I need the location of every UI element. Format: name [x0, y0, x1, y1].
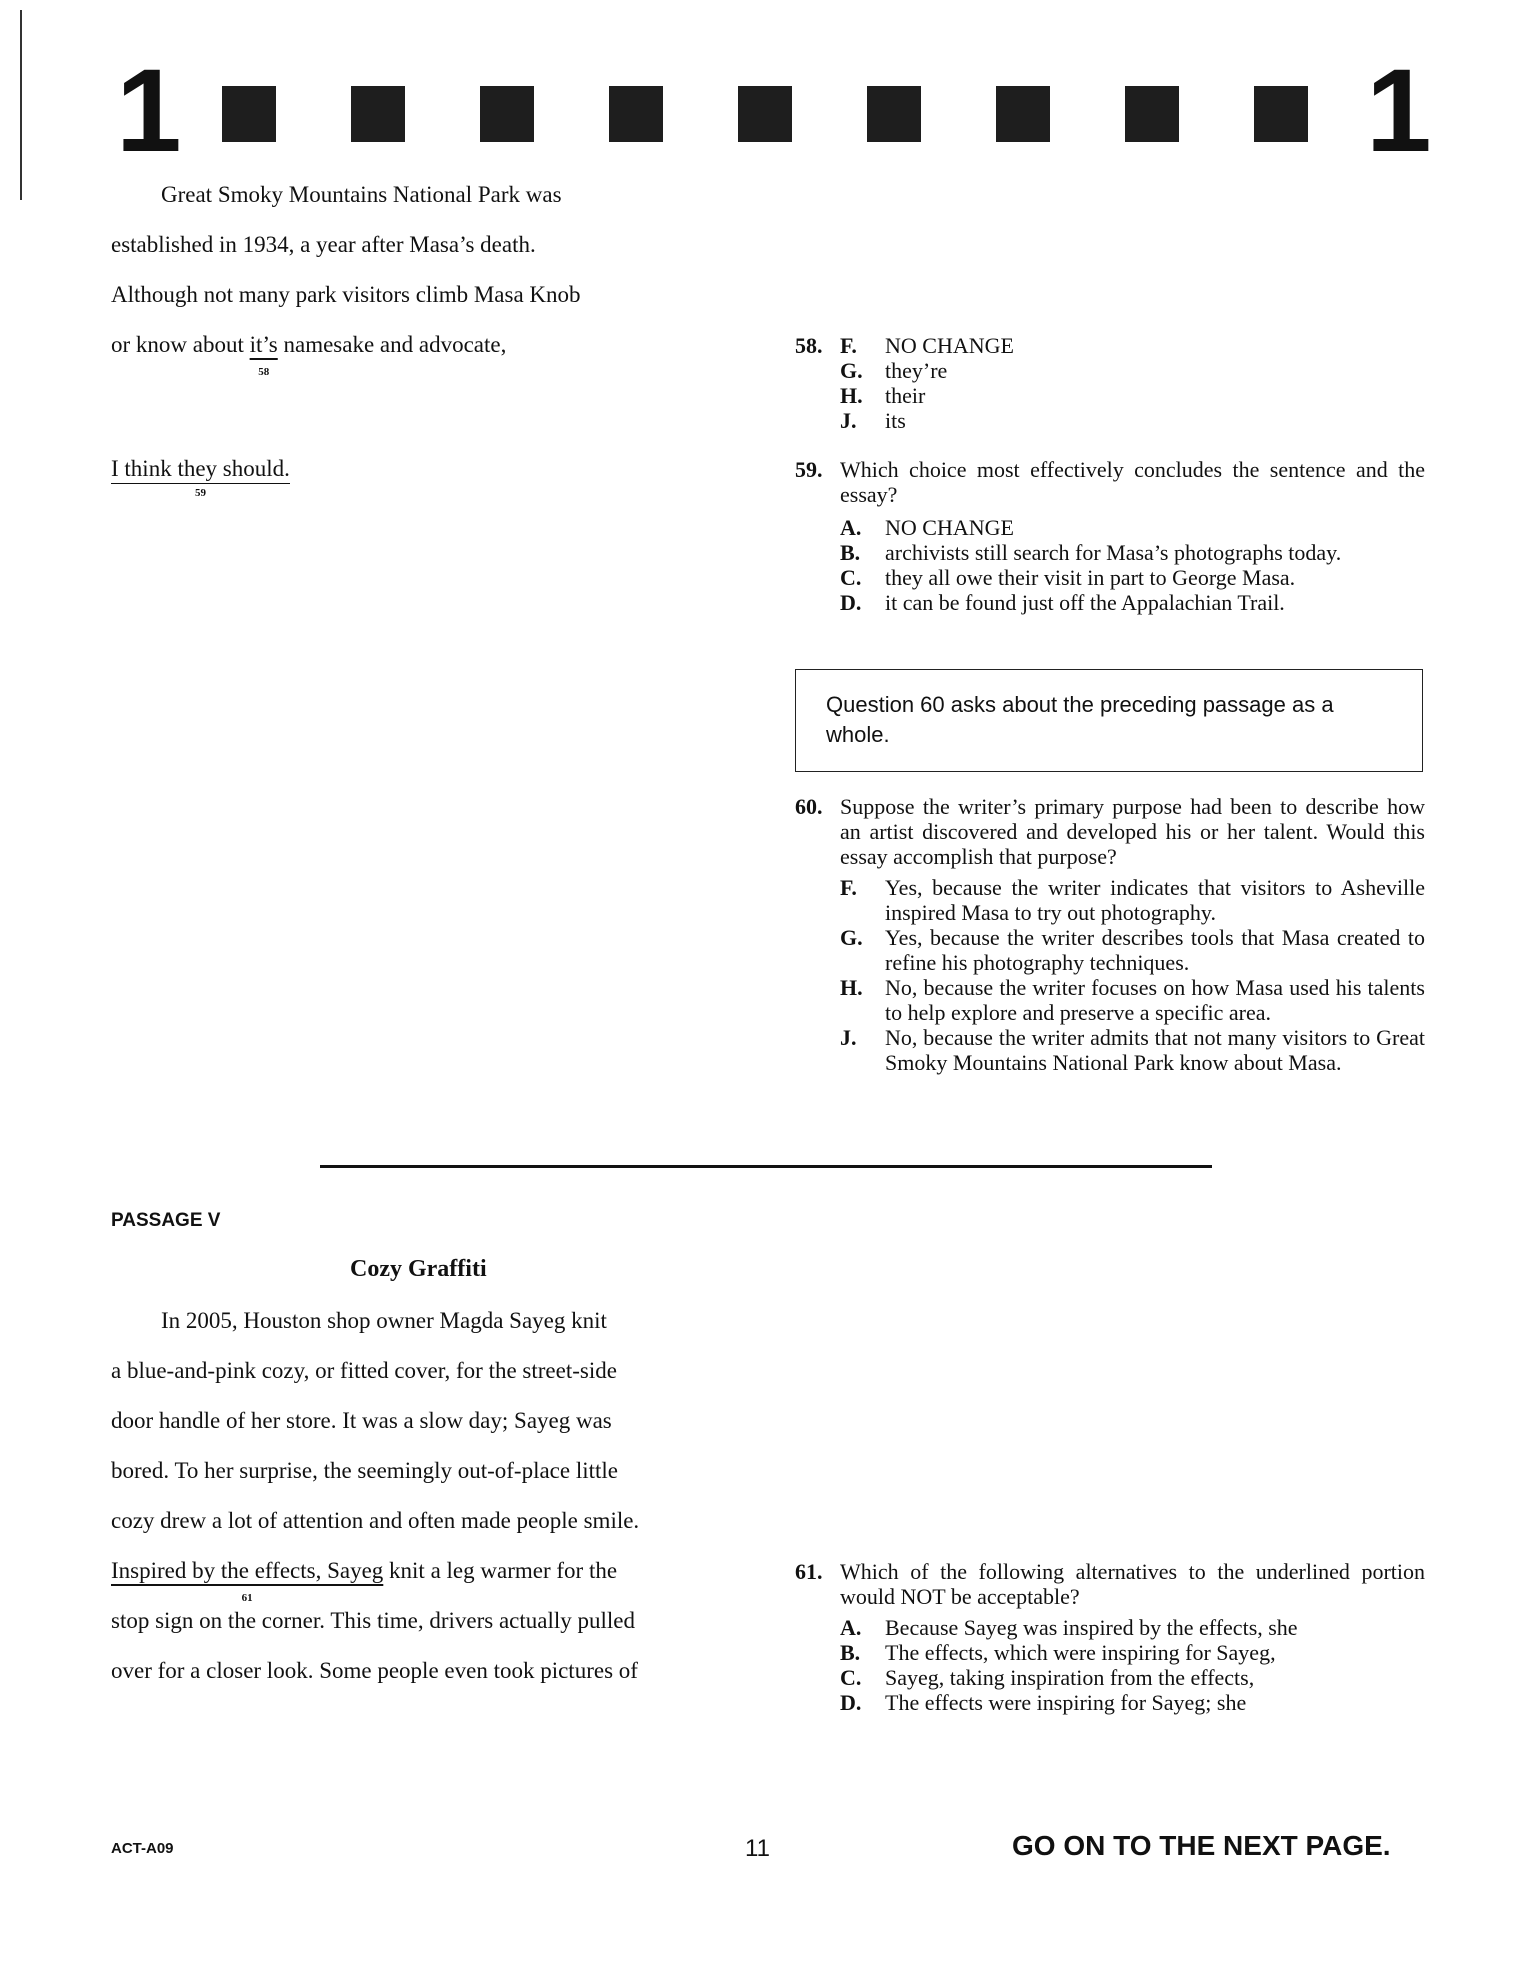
- passage-line: In 2005, Houston shop owner Magda Sayeg knit: [161, 1308, 607, 1333]
- passage-title: Cozy Graffiti: [350, 1256, 487, 1282]
- option-letter: A.: [840, 1615, 862, 1640]
- header-square: [480, 86, 534, 142]
- answer-option[interactable]: [840, 975, 1425, 1025]
- question-59: [795, 457, 1425, 615]
- scan-margin-line: [20, 10, 22, 200]
- passage-text: namesake and advocate,: [277, 332, 507, 357]
- answer-option[interactable]: [840, 875, 1425, 925]
- header-square: [996, 86, 1050, 142]
- option-letter: C.: [840, 565, 862, 590]
- passage-line: a blue-and-pink cozy, or fitted cover, for the street-side: [111, 1358, 617, 1383]
- passage-line: [111, 320, 731, 378]
- answer-option[interactable]: [840, 1690, 1425, 1715]
- option-text: its: [885, 408, 906, 433]
- option-text: they all owe their visit in part to George Masa.: [885, 565, 1296, 590]
- question-number: 61.: [795, 1559, 823, 1584]
- passage-line: [111, 1546, 731, 1604]
- underlined-text: it’s: [249, 332, 278, 357]
- answer-option[interactable]: [840, 408, 1425, 433]
- header-square: [867, 86, 921, 142]
- answer-option[interactable]: [840, 590, 1425, 615]
- answer-option[interactable]: [840, 540, 1425, 565]
- passage-line: over for a closer look. Some people even took pictures of: [111, 1658, 638, 1683]
- passage-iv-text: [111, 170, 731, 378]
- option-letter: B.: [840, 1640, 861, 1665]
- option-text: NO CHANGE: [885, 515, 1014, 540]
- question-ref-58: 58: [258, 366, 270, 378]
- section-number-right: 1: [1366, 45, 1430, 177]
- option-letter: D.: [840, 590, 862, 615]
- question-stem: Which choice most effectively concludes the sentence and the essay?: [840, 457, 1425, 507]
- option-text: No, because the writer admits that not many visitors to Great Smoky Mountains National Park know about Masa.: [885, 1025, 1425, 1075]
- answer-option[interactable]: [840, 1640, 1425, 1665]
- option-text: The effects were inspiring for Sayeg; she: [885, 1690, 1247, 1715]
- passage-label: PASSAGE V: [111, 1210, 221, 1231]
- passage-line: bored. To her surprise, the seemingly out-of-place little: [111, 1458, 619, 1483]
- passage-line: stop sign on the corner. This time, drivers actually pulled: [111, 1608, 636, 1633]
- option-text: their: [885, 383, 926, 408]
- option-letter: F.: [840, 333, 857, 358]
- page-number: 11: [745, 1835, 770, 1862]
- form-code: ACT-A09: [111, 1840, 174, 1857]
- option-letter: A.: [840, 515, 862, 540]
- question-number: 60.: [795, 794, 823, 819]
- answer-option[interactable]: [840, 333, 1425, 358]
- passage-v-text: [111, 1296, 731, 1696]
- header-square: [1125, 86, 1179, 142]
- question-number: 59.: [795, 457, 823, 482]
- option-letter: G.: [840, 358, 863, 383]
- answer-option[interactable]: [840, 565, 1425, 590]
- answer-option[interactable]: [840, 1665, 1425, 1690]
- option-letter: C.: [840, 1665, 862, 1690]
- answer-option[interactable]: [840, 925, 1425, 975]
- option-text: Yes, because the writer describes tools that Masa created to refine his photography techniques.: [885, 925, 1425, 975]
- header-square: [351, 86, 405, 142]
- option-text: they’re: [885, 358, 948, 383]
- option-letter: D.: [840, 1690, 862, 1715]
- passage-line: established in 1934, a year after Masa’s death.: [111, 232, 536, 257]
- option-text: Because Sayeg was inspired by the effects, she: [885, 1615, 1298, 1640]
- option-letter: H.: [840, 383, 863, 408]
- passage-line: Great Smoky Mountains National Park was: [161, 182, 562, 207]
- header-square: [738, 86, 792, 142]
- option-letter: G.: [840, 925, 863, 950]
- underlined-portion-61: [111, 1558, 384, 1604]
- question-stem: Suppose the writer’s primary purpose had been to describe how an artist discovered and developed his or her talent. Would this essay accomplish that purpose?: [840, 794, 1425, 869]
- answer-option[interactable]: [840, 358, 1425, 383]
- option-letter: H.: [840, 975, 863, 1000]
- question-stem: Which of the following alternatives to the underlined portion would NOT be acceptable?: [840, 1559, 1425, 1609]
- underlined-portion-59: [111, 455, 290, 499]
- passage-text: knit a leg warmer for the: [383, 1558, 618, 1583]
- option-letter: B.: [840, 540, 861, 565]
- answer-option[interactable]: [840, 1025, 1425, 1075]
- option-text: it can be found just off the Appalachian Trail.: [885, 590, 1285, 615]
- option-text: The effects, which were inspiring for Sayeg,: [885, 1640, 1276, 1665]
- option-text: archivists still search for Masa’s photographs today.: [885, 540, 1342, 565]
- question-note-box: Question 60 asks about the preceding passage as a whole.: [795, 669, 1423, 772]
- question-ref-59: 59: [194, 487, 206, 499]
- passage-divider: [320, 1165, 1212, 1168]
- passage-line: cozy drew a lot of attention and often made people smile.: [111, 1508, 640, 1533]
- option-text: Sayeg, taking inspiration from the effects,: [885, 1665, 1255, 1690]
- answer-option[interactable]: [840, 383, 1425, 408]
- header-square: [1254, 86, 1308, 142]
- question-number: 58.: [795, 333, 823, 358]
- question-58: [795, 333, 1425, 433]
- option-letter: J.: [840, 408, 857, 433]
- question-60: [795, 794, 1425, 1075]
- underlined-portion-58: [249, 332, 278, 378]
- question-61: [795, 1559, 1425, 1715]
- passage-text: or know about: [111, 332, 250, 357]
- section-number-left: 1: [116, 45, 180, 177]
- answer-option[interactable]: [840, 1615, 1425, 1640]
- question-ref-61: 61: [241, 1592, 253, 1604]
- underlined-text: Inspired by the effects, Sayeg: [111, 1558, 384, 1583]
- option-text: NO CHANGE: [885, 333, 1014, 358]
- option-letter: J.: [840, 1025, 857, 1050]
- passage-line: Although not many park visitors climb Masa Knob: [111, 282, 581, 307]
- option-text: No, because the writer focuses on how Masa used his talents to help explore and preserve a specific area.: [885, 975, 1425, 1025]
- option-letter: F.: [840, 875, 857, 900]
- header-square: [609, 86, 663, 142]
- option-text: Yes, because the writer indicates that visitors to Asheville inspired Masa to try out photography.: [885, 875, 1425, 925]
- passage-line: door handle of her store. It was a slow day; Sayeg was: [111, 1408, 612, 1433]
- underlined-text: I think they should.: [111, 455, 290, 484]
- header-square: [222, 86, 276, 142]
- answer-option[interactable]: [840, 515, 1425, 540]
- next-page-instruction: GO ON TO THE NEXT PAGE.: [1012, 1830, 1391, 1861]
